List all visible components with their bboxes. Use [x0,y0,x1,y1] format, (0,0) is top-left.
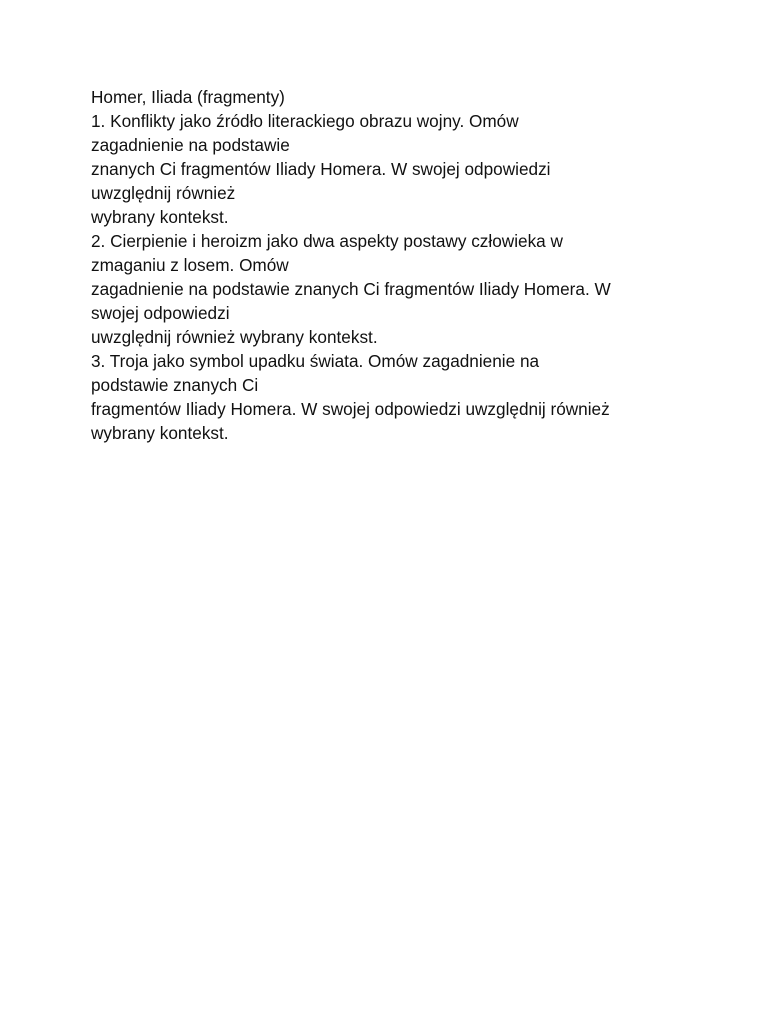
text-line: podstawie znanych Ci [91,375,259,395]
text-line: fragmentów Iliady Homera. W swojej odpowiedzi uwzględnij również [91,399,610,419]
text-line: swojej odpowiedzi [91,303,230,323]
document-text [91,85,711,445]
text-line: uwzględnij również [91,183,236,203]
text-line: uwzględnij również wybrany kontekst. [91,327,378,347]
text-line: znanych Ci fragmentów Iliady Homera. W swojej odpowiedzi [91,159,551,179]
text-line: wybrany kontekst. [91,423,229,443]
document-title: Homer, Iliada (fragmenty) [91,87,285,107]
text-line: 2. Cierpienie i heroizm jako dwa aspekty postawy człowieka w [91,231,563,251]
text-line: wybrany kontekst. [91,207,229,227]
text-line: zmaganiu z losem. Omów [91,255,289,275]
text-line: zagadnienie na podstawie [91,135,290,155]
text-line: zagadnienie na podstawie znanych Ci fragmentów Iliady Homera. W [91,279,611,299]
text-line: 1. Konflikty jako źródło literackiego obrazu wojny. Omów [91,111,519,131]
text-line: 3. Troja jako symbol upadku świata. Omów zagadnienie na [91,351,540,371]
